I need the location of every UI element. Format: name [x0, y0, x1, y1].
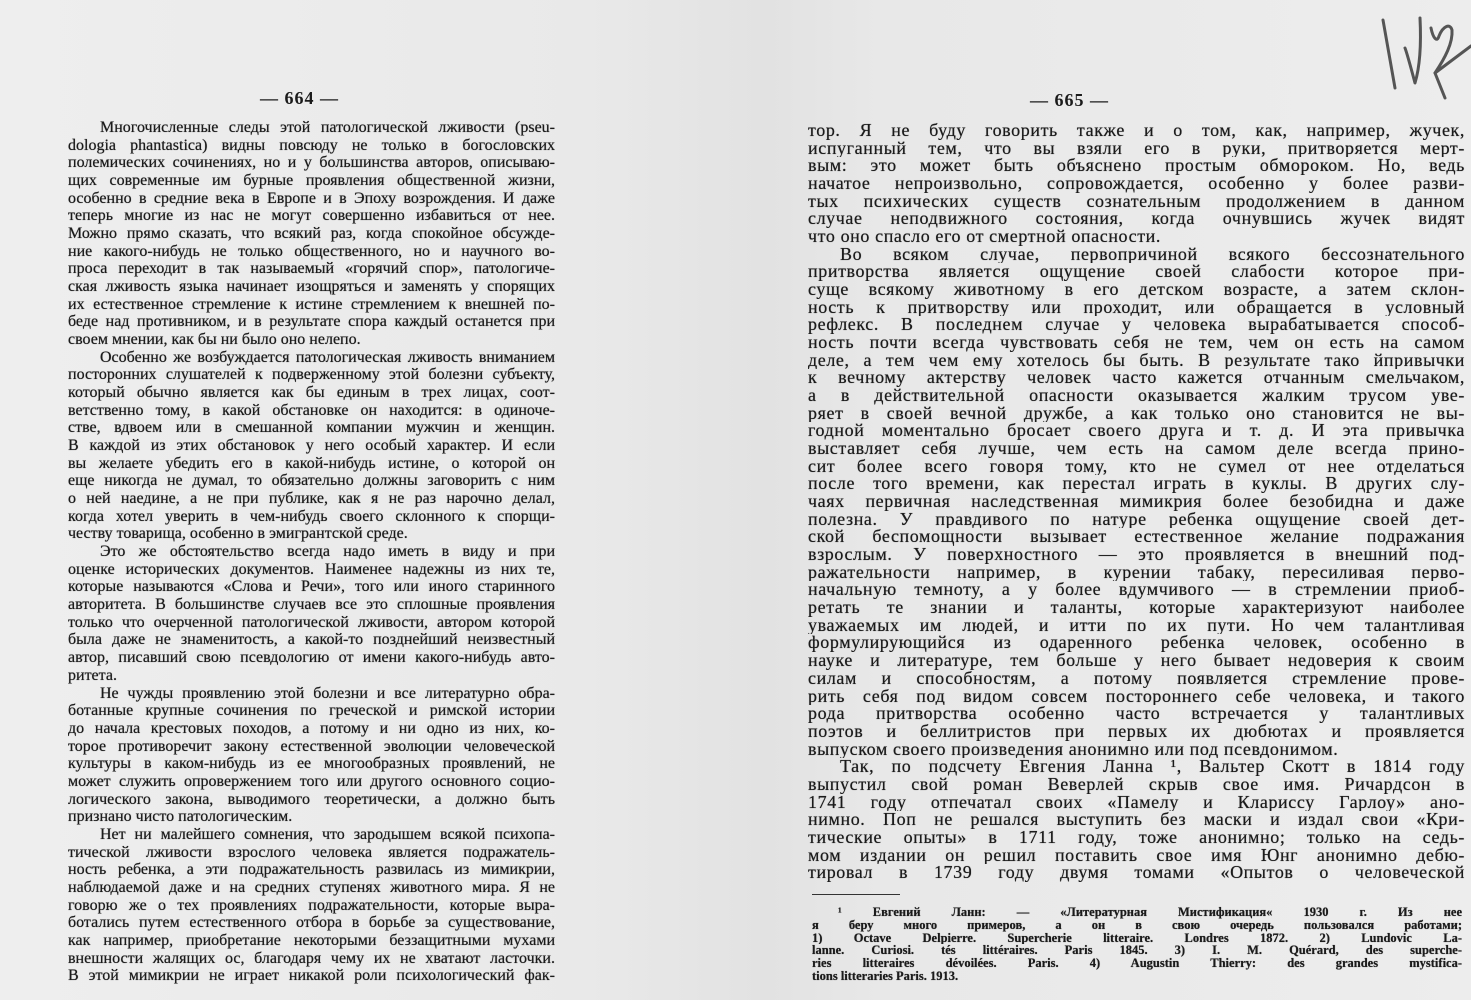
text-line: начальную темноту, а у более вдумчивого — в стремлении приоб-	[808, 581, 1465, 600]
text-line: еще никогда не думал, то обязательно должны заговорить с ним	[68, 472, 555, 490]
text-line: которые называются «Слова и Речи», того или иного старинного	[68, 578, 555, 596]
paragraph	[68, 685, 555, 826]
text-line: полемических сочинениях, но и у большинства авторов, описываю-	[68, 154, 555, 172]
text-line: торое противоречит закону естественной эволюции человеческой	[68, 737, 555, 755]
text-line: нимно. Поп не решался выступить без маски и издал свои «Кри-	[808, 811, 1465, 829]
paragraph	[68, 349, 555, 543]
text-line: Многочисленные следы этой патологической лживости (pseu-	[100, 119, 555, 136]
text-line: автор, писавший свою псевдологию от имени какого-нибудь авто-	[68, 649, 555, 667]
paragraph	[808, 246, 1465, 758]
footnote-line: ries litteraires dévoilées. Paris. 4) Augustin Thierry: des grandes mystifica-	[812, 957, 1462, 970]
paragraph	[68, 826, 555, 985]
text-line: честву товарища, особенно в эмигрантской среде.	[68, 525, 408, 543]
footnote-line: tions litteraries Paris. 1913.	[812, 969, 959, 983]
text-line: ность ребенка, а эти подражательность развилась из мимикрии,	[68, 861, 555, 879]
text-line: Так, по подсчету Евгения Ланна ¹, Вальтер Скотт в 1814 году	[840, 758, 1465, 776]
text-line: тической лживости взрослого человека является подражатель-	[68, 843, 555, 861]
handwritten-folio-number	[1375, 8, 1471, 103]
footnote-line: ¹ Евгений Ланн: — «Литературная Мистификация« 1930 г. Из нее	[838, 906, 1462, 919]
text-line: щих современные им бурные проявления общественной жизни,	[68, 172, 555, 190]
text-line: тых психических существ сознательным продолжением в данном	[808, 192, 1465, 211]
footnote-divider	[812, 894, 900, 895]
paragraph	[68, 543, 555, 684]
text-line: внешности жалящих ос, благодаря чему их не хватают ласточки.	[68, 949, 555, 967]
page-number: — 665 —	[1030, 90, 1109, 110]
text-line: ритета.	[68, 666, 117, 684]
text-line: когда хотел уверить в чем-нибудь своего склонного к спорщи-	[68, 507, 555, 525]
text-line: тор. Я не буду говорить также и о том, как, например, жучек,	[808, 122, 1465, 140]
text-line: Можно прямо сказать, что всякий раз, когда спокойное обсужде-	[68, 225, 555, 243]
text-line: оценке исторических документов. Наименее надежны из них те,	[68, 560, 555, 578]
text-line: что оно спасло его от смертной опасности.	[808, 228, 1161, 246]
text-line: логического закона, выводимого теоретически, а должно быть	[68, 790, 555, 808]
paragraph	[808, 758, 1465, 882]
text-line: беде над противником, и в результате спора каждый останется при	[68, 313, 555, 331]
text-line: была даже не знаменитость, а какой-то позднейший неизвестный	[68, 631, 555, 649]
text-line: ние какого-нибудь не только общественного, но и научного во-	[68, 242, 555, 260]
paragraph	[68, 119, 555, 349]
text-line: годной моментально бросает своего друга и т. д. И эта привычка	[808, 422, 1465, 441]
page-number: — 664 —	[260, 88, 339, 108]
text-line: посторонних слушателей к подверженному этой болезни субъекту,	[68, 366, 555, 384]
text-line: может служить опровержением того или другого основного социо-	[68, 772, 555, 790]
text-line: тировал в 1739 году двумя томами «Опытов о человеческой	[808, 864, 1465, 882]
text-line: 1741 году отпечатал своих «Памелу и Клариссу Гарлоу» ано-	[808, 793, 1465, 812]
text-line: стве, вдвоем или в смешанной компании мужчин и женщин.	[68, 419, 555, 437]
text-line: dologia phantastica) видны повсюду не только в богословских	[68, 136, 555, 154]
text-line: рефлекс. В последнем случае у человека вырабатывается способ-	[808, 316, 1465, 335]
right-page	[740, 0, 1471, 1000]
text-line: выставляет себя лучше, чем есть на самом деле всегда прино-	[808, 440, 1465, 458]
footnote	[812, 906, 1462, 983]
page-body-text	[68, 119, 555, 985]
text-line: до начала крестовых походов, а потому и ни одно из них, ко-	[68, 719, 555, 737]
text-line: Нет ни малейшего сомнения, что зародышем всякой психопа-	[100, 825, 555, 843]
text-line: ражательности например, в курении табаку, пересиливая перво-	[808, 563, 1465, 582]
text-line: ряет в своей вечной дружбе, а как только оно становится не вы-	[808, 404, 1465, 423]
text-line: В каждой из этих обстановок у него особый характер. И если	[68, 437, 555, 455]
text-line: наблюдаемой даже и на средних ступенях животного мира. Я не	[68, 878, 555, 896]
text-line: Во всяком случае, первопричиной всякого бессознательного	[840, 245, 1465, 264]
text-line: культуры в каком-нибудь из ее многообразных проявлений, не	[68, 755, 555, 773]
footnote-line: lanne. Curiosi. tés littéraires. Paris 1845. 3) I. M. Quérard, des superche-	[812, 944, 1462, 958]
page-body-text	[808, 122, 1465, 882]
text-line: авторитета. В большинстве случаев все это сплошные проявления	[68, 596, 555, 614]
text-line: выпуском своего произведения анонимно или под псевдонимом.	[808, 740, 1339, 759]
text-line: а в действительной опасности оказывается жалким трусом уве-	[808, 387, 1465, 405]
text-line: В этой мимикрии не играет никакой роли психологический фак-	[68, 967, 555, 985]
text-line: ботанные крупные сочинения по греческой и римской истории	[68, 702, 555, 720]
text-line: испуганный тем, что вы взяли его в руки, притворяется мерт-	[808, 139, 1465, 158]
paragraph	[808, 122, 1465, 246]
text-line: говорю же о тех проявлениях подражательности, которые выра-	[68, 896, 555, 914]
text-line: уважаемых им людей, и итти по их пути. Но чем талантливая	[808, 616, 1465, 635]
text-line: формулирующийся из одаренного ребенка человек, особенно в	[808, 634, 1465, 653]
text-line: случае неподвижного состояния, когда очнувшись жучек видят	[808, 210, 1465, 229]
text-line: силам и способностям, а потому появляется стремление прове-	[808, 669, 1465, 688]
footnote-line: 1) Octave Delpierre. Supercherie litteraire. Londres 1872. 2) Lundovic La-	[812, 931, 1462, 945]
text-line: Не чужды проявлению этой болезни и все литературно обра-	[100, 684, 555, 702]
text-line: к вечному актерству человек часто кажется отчанным смельчаком,	[808, 369, 1465, 388]
text-line: сит более всего говоря тому, кто не сумел от нее отделаться	[808, 457, 1465, 476]
text-line: проса переходит в так называемый «горячий спор», патологиче-	[68, 260, 555, 278]
text-line: деле, а тем чем ему хотелось бы быть. В результате тако йпривычки	[808, 351, 1465, 370]
text-line: тические опыты» в 1711 году, тоже анонимно; только на седь-	[808, 828, 1465, 847]
text-line: ская лживость языка начинает изощряться и заменять у спорящих	[68, 278, 555, 296]
text-line: рить себя под видом совсем постороннего себе человека, и такого	[808, 687, 1465, 706]
text-line: начатое непроизвольно, сопровождается, особенно у более разви-	[808, 175, 1465, 193]
text-line: мом издании он решил поставить свое имя Юнг анонимно дебю-	[808, 846, 1465, 865]
text-line: науке и литературе, тем больше у него бывает недоверия к своим	[808, 652, 1465, 670]
text-line: выпустил свой роман Веверлей скрыв свое имя. Ричардсон в	[808, 775, 1465, 794]
text-line: Особенно же возбуждается патологическая лживость вниманием	[100, 348, 555, 366]
text-line: чаях первичная наследственная мимикрия более безобидна и даже	[808, 493, 1465, 511]
text-line: вым: это может быть объяснено простым обмороком. Но, ведь	[808, 157, 1465, 176]
text-line: своем мнении, как бы ни было оно нелепо.	[68, 331, 361, 349]
text-line: который обычно является как бы единым в трех лицах, соот-	[68, 384, 555, 402]
text-line: ботались путем естественного отбора в борьбе за существование,	[68, 914, 555, 932]
text-line: взрослым. У поверхностного — это проявляется в внешний под-	[808, 546, 1465, 564]
text-line: особенно в средние века в Европе и в Эпоху возрождения. И даже	[68, 189, 555, 207]
text-line: о ней наедине, а не при публике, как я не раз нарочно делал,	[68, 490, 555, 508]
text-line: Это же обстоятельство всегда надо иметь в виду и при	[100, 543, 555, 561]
text-line: после того времени, как перестал играть в куклы. В других слу-	[808, 475, 1465, 494]
text-line: полезна. У правдивого по натуре ребенка ощущение своей дет-	[808, 510, 1465, 529]
text-line: вы желаете убедить его в какой-нибудь истине, о которой он	[68, 454, 555, 472]
text-line: рода притворства особенно часто встречается у талантливых	[808, 705, 1465, 723]
text-line: поэтов и беллитристов при первых их дюбютах и проявляется	[808, 722, 1465, 741]
text-line: суще всякому животному в его детском возрасте, а затем склон-	[808, 281, 1465, 299]
text-line: только что очерченной патологической лживости, автором которой	[68, 613, 555, 631]
footnote-line: я беру много примеров, а он в свою очередь пользовался работами;	[812, 918, 1462, 932]
left-page	[0, 0, 600, 1000]
text-line: как например, приобретание некоторыми беззащитными мухами	[68, 931, 555, 949]
text-line: их естественное стремление к истине стремлением к внешней по-	[68, 295, 555, 313]
text-line: ретать те знании и таланты, которые характеризуют наиболее	[808, 599, 1465, 617]
text-line: ветственно тому, в какой обстановке он находится: в одиноче-	[68, 401, 555, 419]
text-line: признано чисто патологическим.	[68, 808, 293, 826]
text-line: ской беспомощности вызывает естественное желание подражания	[808, 528, 1465, 547]
text-line: теперь многие из нас не могут совершенно избавиться от нее.	[68, 207, 555, 225]
text-line: ность почти всегда чувствовать себя не тем, чем он есть на самом	[808, 334, 1465, 352]
text-line: притворства является ощущение своей слабости которое при-	[808, 263, 1465, 282]
text-line: ность к притворству или проходит, или обращается в условный	[808, 298, 1465, 317]
